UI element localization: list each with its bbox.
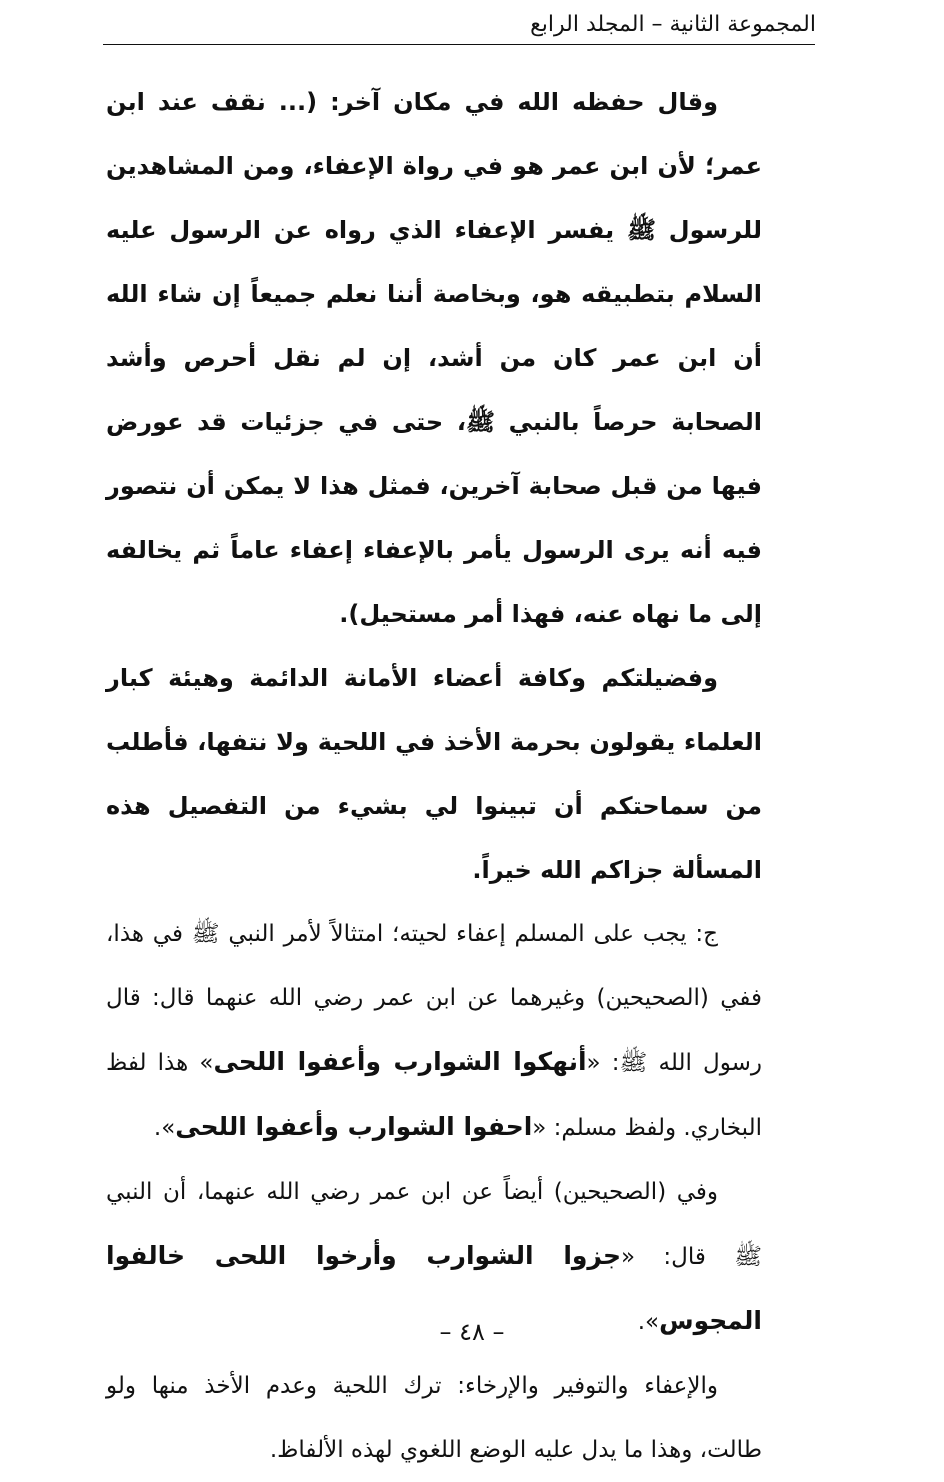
answer-text: ». bbox=[153, 1115, 176, 1141]
answer-text: ». bbox=[637, 1309, 660, 1335]
answer-paragraph-3: والإعفاء والتوفير والإرخاء: ترك اللحية وعدم الأخذ منها ولو طالت، وهذا ما يدل عليه الوضع اللغوي لهذه الألفاظ. bbox=[106, 1373, 762, 1463]
question-paragraph-1: وقال حفظه الله في مكان آخر: (... نقف عند ابن عمر؛ لأن ابن عمر هو في رواة الإعفاء، ومن المشاهدين للرسول ﷺ يفسر الإعفاء الذي رواه عن الرسول عليه السلام بتطبيقه هو، وبخاصة أننا نعلم جميعاً إن شاء الله أن ابن عمر كان من أشد، إن لم نقل أحرص وأشد الصحابة حرصاً بالنبي ﷺ، حتى في جزئيات قد عورض فيها من قبل صحابة آخرين، فمثل هذا لا يمكن أن نتصور فيه أنه يرى الرسول يأمر بالإعفاء إعفاء عاماً ثم يخالفه إلى ما نهاه عنه، فهذا أمر مستحيل). bbox=[106, 88, 762, 628]
header-rule bbox=[103, 44, 815, 45]
page-number: – ٤٨ – bbox=[439, 1318, 505, 1346]
running-header: المجموعة الثانية – المجلد الرابع bbox=[530, 12, 816, 37]
body-text bbox=[106, 70, 762, 1482]
hadith-quote: احفوا الشوارب وأعفوا اللحى bbox=[175, 1112, 533, 1141]
answer-text: » هذا لفظ البخاري. ولفظ مسلم: « bbox=[106, 1050, 762, 1141]
answer-text: ج: يجب على المسلم إعفاء لحيته؛ امتثالاً لأمر النبي ﷺ في هذا، ففي (الصحيحين) وغيرهما عن ابن عمر رضي الله عنهما قال: قال رسول الله ﷺ: « bbox=[106, 921, 762, 1076]
answer-text: وفي (الصحيحين) أيضاً عن ابن عمر رضي الله عنهما، أن النبي ﷺ قال: « bbox=[106, 1179, 762, 1270]
answer-paragraph-1 bbox=[106, 902, 762, 1160]
hadith-quote: أنهكوا الشوارب وأعفوا اللحى bbox=[213, 1047, 587, 1076]
hadith-quote: جزوا الشوارب وأرخوا اللحى خالفوا المجوس bbox=[106, 1241, 762, 1335]
question-paragraph-2: وفضيلتكم وكافة أعضاء الأمانة الدائمة وهيئة كبار العلماء يقولون بحرمة الأخذ في اللحية ولا نتفها، فأطلب من سماحتكم أن تبينوا لي بشيء من التفصيل هذه المسألة جزاكم الله خيراً. bbox=[106, 664, 762, 884]
